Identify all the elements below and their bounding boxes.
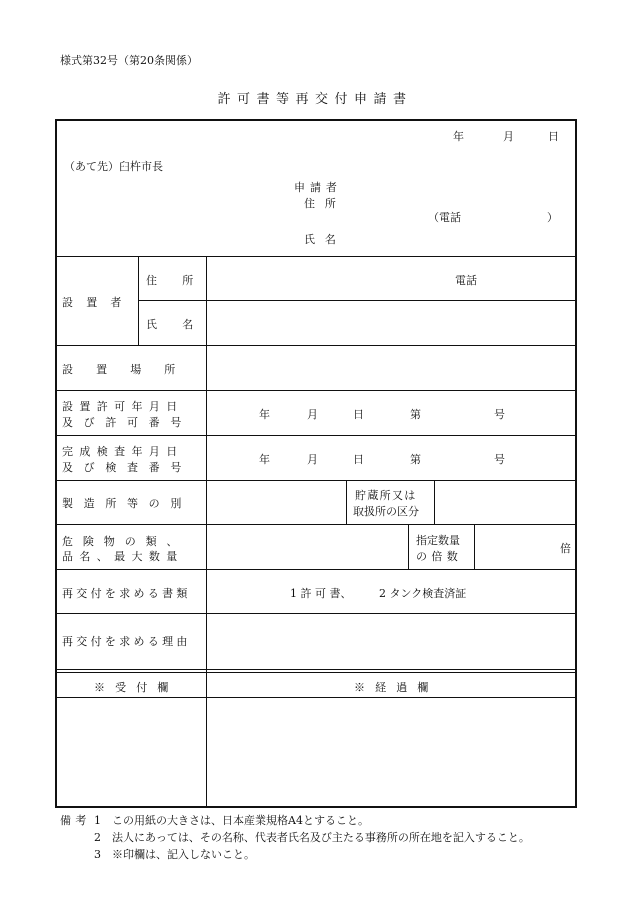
permit-month: 月 [307,408,318,421]
row-divider [56,435,576,436]
installer-address-label: 住所 [146,274,219,287]
inspection-label-line1: 完成検査年月日 [62,445,184,458]
inspection-month: 月 [307,453,318,466]
date-year-label: 年 [453,130,464,143]
permit-label-line2: 及び許可番号 [62,416,193,429]
note-item: 3 ※印欄は、記入しないこと。 [94,848,255,861]
col-divider [206,256,207,807]
col-divider [474,524,475,569]
inspection-year: 年 [259,453,270,466]
inspection-day: 日 [353,453,364,466]
col-divider [408,524,409,569]
col-divider [434,480,435,524]
note-item: 2 法人にあっては、その名称、代表者氏名及び主たる事務所の所在地を記入すること。 [94,831,530,844]
col-divider [138,256,139,345]
inspection-no-prefix: 第 [410,453,421,466]
row-divider [56,390,576,391]
progress-label: ※ 経 過 欄 [354,681,432,694]
reason-label: 再交付を求める理由 [62,635,191,648]
date-day-label: 日 [548,130,559,143]
hazard-label-line1: 危険物の類、 [62,535,188,548]
note-item: 1 この用紙の大きさは、日本産業規格A4とすること。 [94,814,369,827]
date-month-label: 月 [503,130,514,143]
hazard-qty-label-line2: の倍数 [416,550,463,563]
reception-label: ※ 受 付 欄 [94,681,172,694]
notes-heading: 備考 [60,814,91,827]
row-divider [56,256,576,257]
installer-label: 設置者 [62,296,135,309]
row-divider [138,300,576,301]
facility-class-label-line1: 貯蔵所又は [355,489,417,502]
location-label: 設置場所 [62,363,199,376]
applicant-label: 申請者 [294,181,342,194]
hazard-qty-label-line1: 指定数量 [416,534,460,547]
installer-phone-label: 電話 [455,274,477,287]
row-divider [56,480,576,481]
applicant-address-label: 住所 [304,197,346,210]
applicant-name-label: 氏名 [304,233,346,246]
docs-value: 1 許 可 書、 2 タンク検査済証 [290,587,467,600]
row-divider [56,672,576,673]
facility-class-label-line2: 取扱所の区分 [353,505,419,518]
phone-close: ） [547,211,558,224]
page-title: 許可書等再交付申請書 [217,92,413,107]
row-divider [56,669,576,670]
row-divider [56,345,576,346]
addressee: （あて先）臼杵市長 [64,160,163,173]
inspection-no-suffix: 号 [494,453,505,466]
hazard-label-line2: 品名、最大数量 [62,550,184,563]
row-divider [56,613,576,614]
docs-label: 再交付を求める書類 [62,587,191,600]
permit-no-prefix: 第 [410,408,421,421]
permit-year: 年 [259,408,270,421]
row-divider [56,524,576,525]
inspection-label-line2: 及び検査番号 [62,461,193,474]
permit-day: 日 [353,408,364,421]
row-divider [56,569,576,570]
permit-no-suffix: 号 [494,408,505,421]
phone-open: （電話 [428,211,461,224]
col-divider [346,480,347,524]
installer-name-label: 氏名 [146,318,219,331]
form-number: 様式第32号（第20条関係） [60,54,198,67]
hazard-times: 倍 [560,542,571,555]
permit-label-line1: 設置許可年月日 [62,400,184,413]
facility-label: 製造所等の別 [62,497,193,510]
row-divider [56,697,576,698]
